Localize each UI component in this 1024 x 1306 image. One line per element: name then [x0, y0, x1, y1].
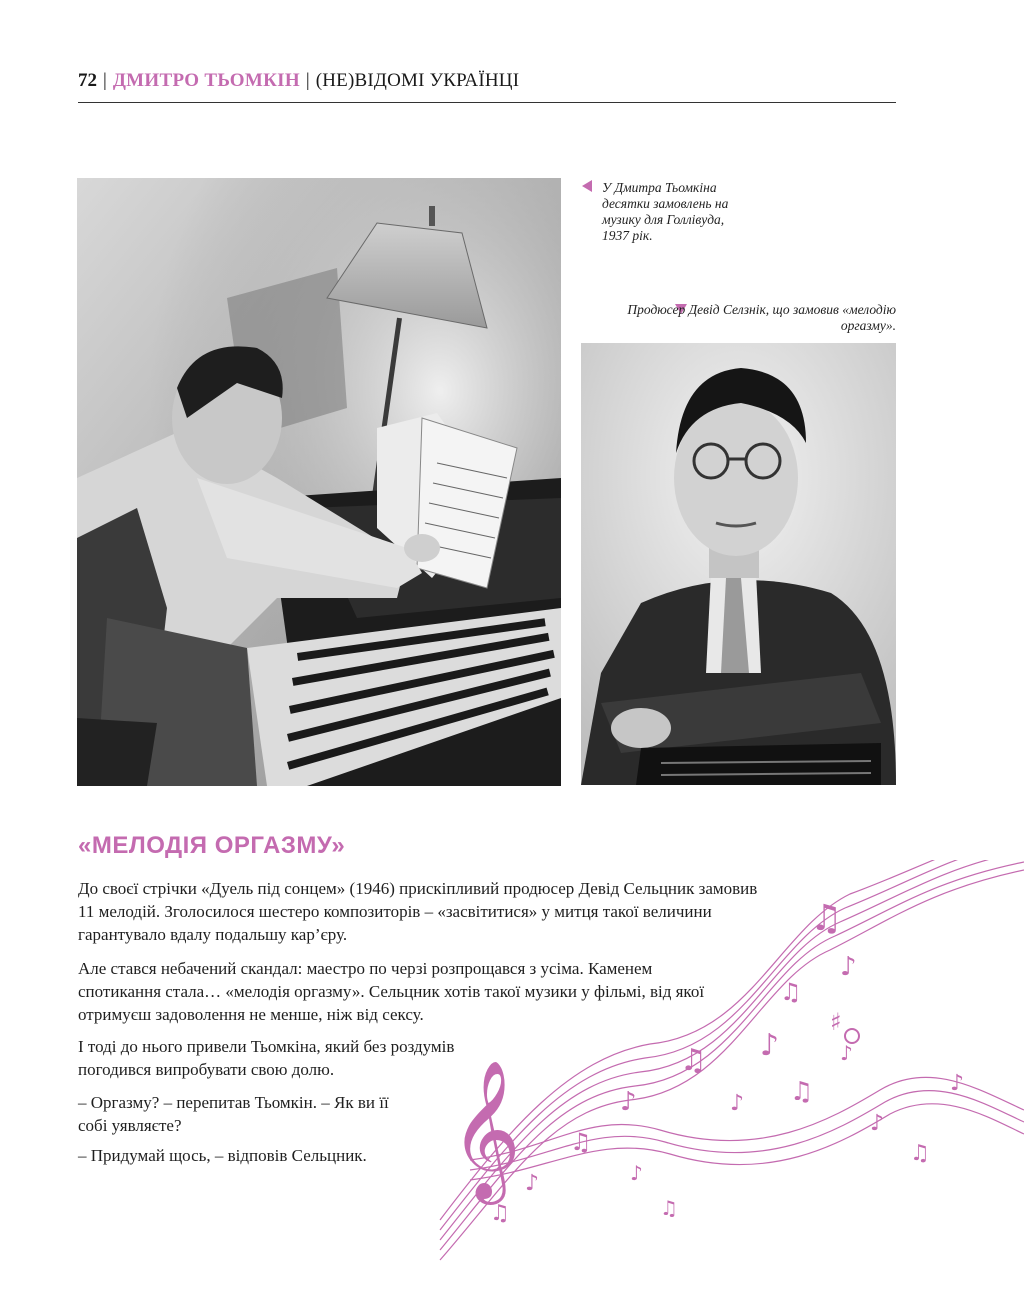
book-title: (НЕ)ВІДОМІ УКРАЇНЦІ	[315, 70, 520, 91]
photo-composer-image	[77, 178, 561, 786]
music-staff-icon	[430, 860, 1024, 1280]
photo-caption-composer: У Дмитра Тьомкіна десятки замовлень на музику для Голлівуда, 1937 рік.	[602, 180, 729, 243]
svg-text:♫: ♫	[490, 1201, 510, 1226]
photo-composer-at-piano	[77, 178, 561, 786]
paragraph-3: І тоді до нього привели Тьомкіна, який без роздумів погодився випробувати свою долю.	[78, 1037, 455, 1079]
paragraph-2: Але стався небачений скандал: маестро по черзі розпрощався з усіма. Каменем спотикання стала… «мелодія оргазму». Сельцник хотів такої музики у фільмі, від якої отримуєш задоволення не менше, ніж від сексу.	[78, 959, 705, 1024]
photo-producer-portrait	[581, 343, 896, 785]
svg-text:♫: ♫	[570, 1128, 592, 1156]
paragraph-1: До своєї стрічки «Дуель під сонцем» (1946) прискіпливий продюсер Девід Сельцник замовив 11 мелодій. Зголосилося шестеро композиторів – «засвітитися» у митця такої величини гарантувало вдалу подальшу кар’єру.	[78, 879, 758, 944]
svg-text:♫: ♫	[790, 1077, 814, 1107]
svg-text:♪: ♪	[840, 1041, 853, 1065]
svg-text:♫: ♫	[780, 978, 802, 1006]
svg-text:♪: ♪	[760, 1028, 780, 1063]
paragraph-4: – Оргазму? – перепитав Тьомкін. – Як ви її собі уявляєте?	[78, 1093, 389, 1135]
photo-producer-image	[581, 343, 896, 785]
page-number: 72	[78, 70, 97, 91]
svg-text:♫: ♫	[810, 898, 843, 939]
caption1-pointer-icon	[582, 180, 592, 192]
svg-text:♪: ♪	[525, 1171, 540, 1196]
paragraph-5: – Придумай щось, – відповів Сельцник.	[78, 1146, 367, 1165]
svg-text:♯: ♯	[830, 1008, 842, 1036]
page-header	[78, 68, 896, 103]
svg-text:♫: ♫	[680, 1043, 707, 1078]
section-heading: «МЕЛОДІЯ ОРГАЗМУ»	[78, 832, 346, 859]
svg-text:♪: ♪	[950, 1071, 965, 1096]
svg-text:♪: ♪	[630, 1161, 643, 1185]
svg-text:♫: ♫	[660, 1196, 678, 1220]
header-separator-2: |	[305, 70, 310, 91]
svg-text:♫: ♫	[910, 1141, 930, 1166]
header-separator: |	[103, 70, 107, 91]
svg-text:♪: ♪	[840, 952, 857, 982]
svg-text:𝄞: 𝄞	[450, 1060, 521, 1199]
chapter-author: ДМИТРО ТЬОМКІН	[112, 70, 300, 91]
svg-text:♪: ♪	[870, 1111, 885, 1136]
photo-caption-producer: Продюсер Девід Селзнік, що замовив «мелодію оргазму».	[627, 302, 896, 333]
svg-text:♪: ♪	[620, 1087, 637, 1117]
svg-text:♪: ♪	[730, 1091, 745, 1116]
